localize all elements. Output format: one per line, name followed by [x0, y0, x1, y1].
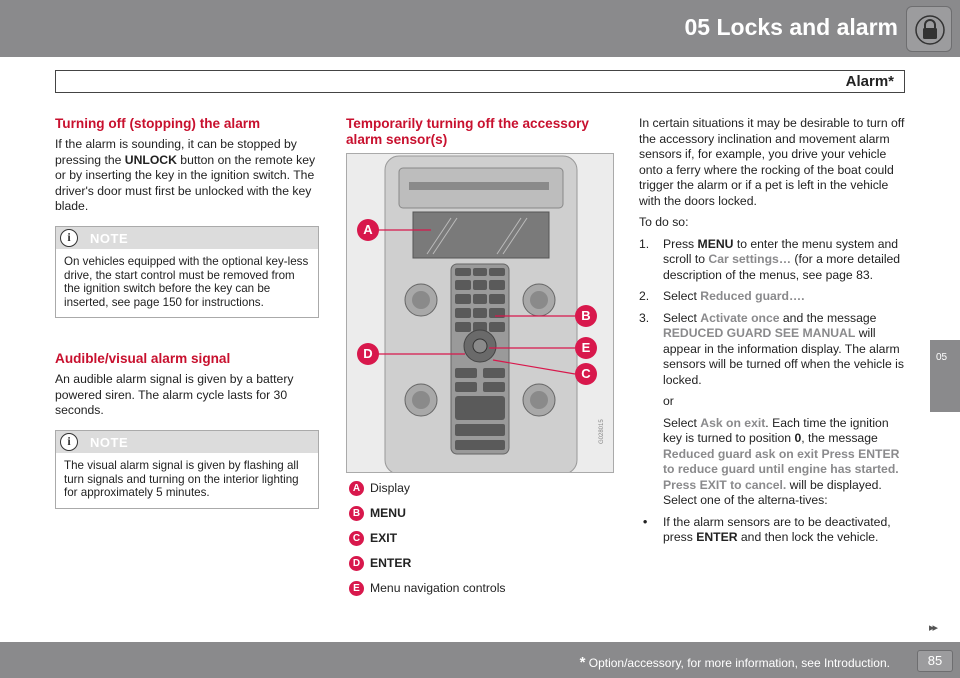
page-number: 85	[917, 650, 953, 672]
note-box-2	[55, 430, 319, 509]
chapter-icon-box	[906, 6, 952, 52]
column-1	[55, 116, 321, 215]
legend-badge: A	[349, 481, 364, 496]
note-header	[56, 227, 318, 249]
info-icon: i	[60, 229, 78, 247]
section-title: Alarm*	[845, 73, 894, 90]
figure-code: G028015	[599, 419, 605, 444]
heading-turning-off-alarm: Turning off (stopping) the alarm	[55, 116, 261, 131]
legend-label: Menu navigation controls	[370, 581, 506, 595]
legend-label: ENTER	[370, 556, 412, 570]
step-number: 3.	[639, 310, 650, 325]
chapter-tab-label: 05	[936, 352, 948, 363]
note-text: On vehicles equipped with the optional key-less drive, the start control must be removed from the ignition switch before the key can be inserted, see page 150 for instructions.	[64, 255, 309, 309]
step-1: 1. Press MENU to enter the menu system and scroll to Car settings… (for a more detailed description of the menus, see page 83.	[639, 236, 901, 282]
legend-badge: B	[349, 506, 364, 521]
callout-c: C	[575, 363, 597, 385]
callout-e: E	[575, 337, 597, 359]
chapter-tab[interactable]	[930, 340, 960, 412]
note-label: NOTE	[90, 435, 129, 450]
footer-note: * Option/accessory, for more information, see Introduction.	[579, 654, 890, 671]
center-console-illustration	[347, 154, 614, 473]
column-1-lower	[55, 351, 321, 419]
column-3	[639, 116, 907, 546]
note-label: NOTE	[90, 231, 129, 246]
step-number: 1.	[639, 236, 650, 251]
lock-icon	[915, 14, 945, 46]
note-box-1	[55, 226, 319, 318]
bullet-icon: •	[643, 514, 648, 529]
next-page-arrows[interactable]: ▸▸	[929, 622, 937, 634]
legend-badge: E	[349, 581, 364, 596]
legend-label: MENU	[370, 506, 406, 520]
note-header	[56, 431, 318, 453]
page-footer	[0, 642, 960, 678]
heading-sensor-off: Temporarily turning off the accessory alarm sensor(s)	[346, 116, 589, 147]
step-3: 3. Select Activate once and the message REDUCED GUARD SEE MANUAL will appear in the information display. The alarm sensors will be turned off when the vehicle is locked. or Select Ask on exit. Each time the ignition key is turned to position 0, the message Reduced guard ask on exit Press ENTER to reduce guard until engine has started. Press EXIT to cancel. will be displayed. Select one of the alterna-tives:	[639, 311, 907, 509]
paragraph-todo: To do so:	[639, 215, 689, 229]
page-header	[0, 0, 960, 57]
callout-b: B	[575, 305, 597, 327]
legend-label: Display	[370, 481, 410, 495]
legend-badge: D	[349, 556, 364, 571]
or-text: or	[663, 394, 674, 408]
step-2: 2. Select Reduced guard….	[639, 289, 805, 303]
legend-badge: C	[349, 531, 364, 546]
callout-d: D	[357, 343, 379, 365]
step-3-alternative: Select Ask on exit. Each time the ignition key is turned to position 0, the message Reduced guard ask on exit Press ENTER to reduce guard until engine has started. Press EXIT to cancel. will be displayed. Select one of the alterna-tives:	[663, 415, 900, 507]
section-bar	[55, 70, 905, 93]
column-2	[346, 116, 616, 148]
heading-alarm-signal: Audible/visual alarm signal	[55, 351, 231, 366]
chapter-title: 05 Locks and alarm	[684, 14, 898, 40]
callout-a: A	[357, 219, 379, 241]
info-icon: i	[60, 433, 78, 451]
legend-label: EXIT	[370, 531, 398, 545]
center-console-figure	[346, 153, 614, 473]
paragraph-audible-signal: An audible alarm signal is given by a battery powered siren. The alarm cycle lasts for 30 seconds.	[55, 372, 294, 417]
bullet-deactivate: • If the alarm sensors are to be deactivated, press ENTER and then lock the vehicle.	[643, 514, 891, 544]
paragraph-stop-alarm: If the alarm is sounding, it can be stopped by pressing the UNLOCK button on the remote key or by inserting the key in the ignition switch. The driver's door must first be unlocked with the key blade.	[55, 137, 316, 213]
paragraph-intro: In certain situations it may be desirable to turn off the accessory inclination and movement alarm sensors if, for example, you drive your vehicle onto a ferry where the rocking of the boat could trigger the alarm or if a pet is left in the vehicle with the doors locked.	[639, 116, 905, 208]
note-text: The visual alarm signal is given by flashing all turn signals and turning on the interior lighting for approximately 5 minutes.	[64, 459, 299, 499]
step-number: 2.	[639, 289, 650, 303]
